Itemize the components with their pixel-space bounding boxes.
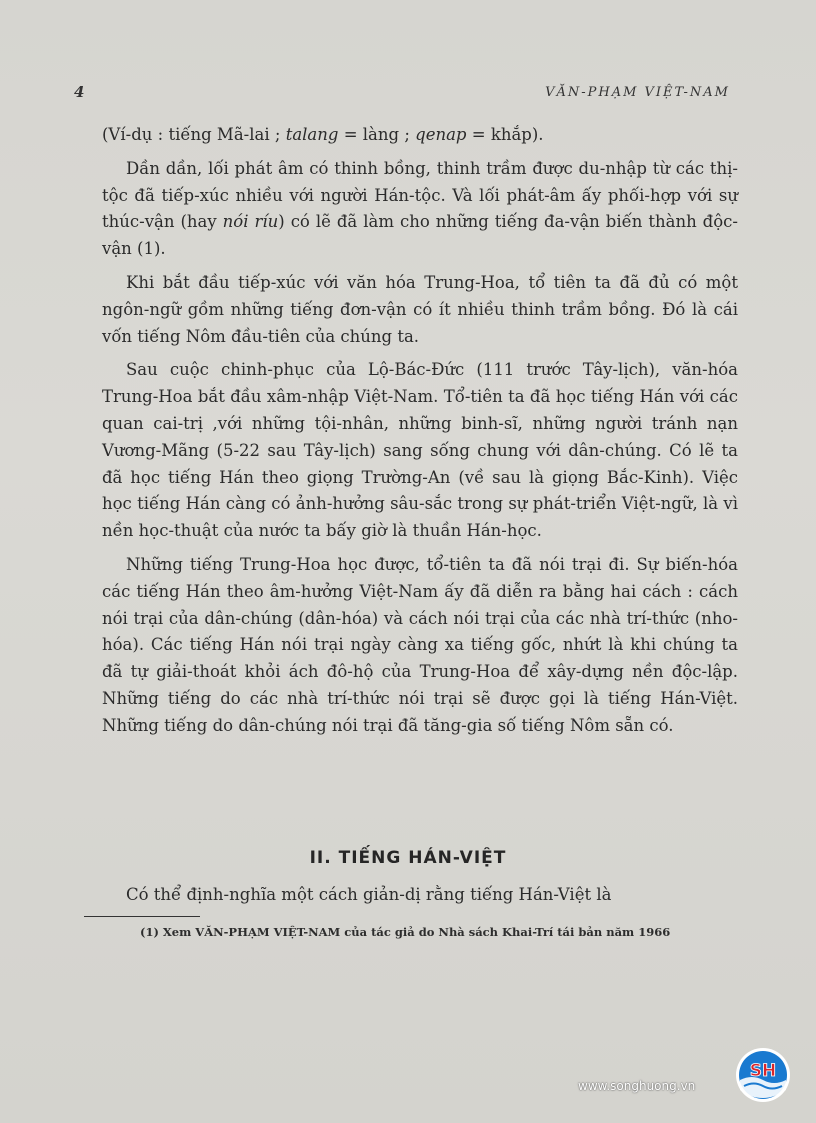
paragraph-4: Sau cuộc chinh-phục của Lộ-Bác-Đức (111 trước Tây-lịch), văn-hóa Trung-Hoa bắt đầu xâm-nhập Việt-Nam. Tổ-tiên ta đã học tiếng Hán với các quan cai-trị ,với những tội-nhân, những binh-sĩ, những người tránh nạn Vương-Mãng (5-22 sau Tây-lịch) sang sống chung với dân-chúng. Có lẽ ta đã học tiếng Hán theo giọng Trường-An (về sau là giọng Bắc-Kinh). Việc học tiếng Hán càng có ảnh-hưởng sâu-sắc trong sự phát-triển Việt-ngữ, là vì nền học-thuật của nước ta bấy giờ là thuần Hán-học. — [102, 360, 738, 541]
section-heading: II. TIẾNG HÁN-VIỆT — [309, 848, 507, 868]
footnote-divider — [84, 916, 200, 917]
paragraph-5: Những tiếng Trung-Hoa học được, tổ-tiên ta đã nói trại đi. Sự biến-hóa các tiếng Hán theo âm-hưởng Việt-Nam ấy đã diễn ra bằng hai cách : cách nói trại của dân-chúng (dân-hóa) và cách nói trại của các nhà trí-thức (nho-hóa). Các tiếng Hán nói trại ngày càng xa tiếng gốc, nhứt là khi chúng ta đã tự giải-thoát khỏi ách đô-hộ của Trung-Hoa để xây-dựng nền độc-lập. Những tiếng do các nhà trí-thức nói trại sẽ được gọi là tiếng Hán-Việt. Những tiếng do dân-chúng nói trại đã tăng-gia số tiếng Nôm sẵn có. — [102, 554, 738, 735]
text-span: ) có lẽ đã làm cho những tiếng đa-vận biến thành độc-vận (1). — [102, 212, 738, 259]
footnote: (1) Xem VĂN-PHẠM VIỆT-NAM của tác giả do Nhà sách Khai-Trí tái bản năm 1966 — [140, 925, 671, 939]
page-number: 4 — [74, 83, 85, 101]
running-head: VĂN-PHẠM VIỆT-NAM — [545, 85, 730, 100]
italic-word: talang — [285, 125, 339, 144]
text-span: Dần dần, lối phát âm có thinh bồng, thinh trầm được du-nhập từ các thị-tộc đã tiếp-xúc nhiều với người Hán-tộc. Và lối phát-âm ấy phối-hợp với sự thúc-vận (hay — [102, 158, 738, 232]
paragraph-2 — [102, 156, 738, 263]
paragraph-example — [102, 122, 738, 149]
website-watermark[interactable]: www.songhuong.vn — [578, 1079, 696, 1093]
songhuong-logo-icon — [734, 1046, 792, 1104]
logo-letters: SH — [749, 1061, 777, 1081]
text-span: = làng ; — [338, 125, 416, 144]
text-span: = khắp). — [466, 125, 544, 144]
section-paragraph: Có thể định-nghĩa một cách giản-dị rằng tiếng Hán-Việt là — [126, 885, 612, 904]
italic-word: nói ríu — [222, 212, 279, 232]
italic-word: qenap — [415, 125, 467, 144]
text-span: (Ví-dụ : tiếng Mã-lai ; — [102, 125, 286, 144]
body-text — [102, 122, 738, 747]
paragraph-3: Khi bắt đầu tiếp-xúc với văn hóa Trung-Hoa, tổ tiên ta đã đủ có một ngôn-ngữ gồm những tiếng đơn-vận có ít nhiều thinh trầm bồng. Đó là cái vốn tiếng Nôm đầu-tiên của chúng ta. — [102, 272, 738, 346]
